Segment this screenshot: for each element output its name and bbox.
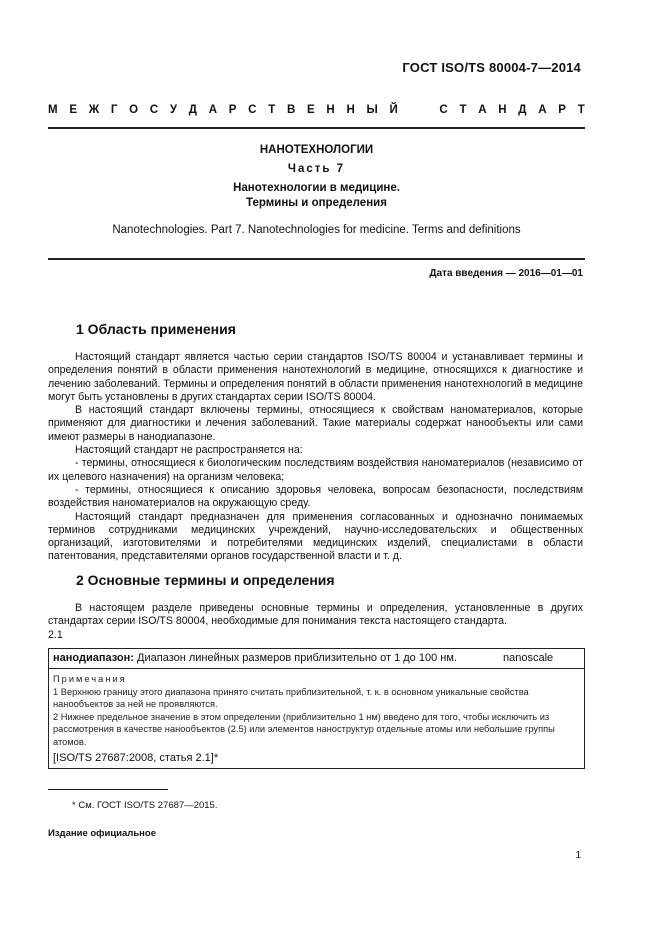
title-part: Часть 7: [287, 163, 346, 175]
page-number: 1: [575, 850, 581, 861]
banner-letter: А: [478, 104, 487, 116]
banner-letter: Д: [188, 104, 197, 116]
term-english: nanoscale: [503, 652, 554, 664]
term-name: нанодиапазон:: [53, 652, 134, 664]
banner-letter: Е: [307, 104, 315, 116]
banner-letter: Р: [228, 104, 237, 116]
banner-letter: Т: [268, 104, 276, 116]
banner-letter: В: [286, 104, 296, 116]
term-definition: Диапазон линейных размеров приблизительно от 1 до 100 нм.: [133, 652, 457, 664]
banner-letter: Г: [110, 104, 118, 116]
banner-letter: У: [169, 104, 178, 116]
term-source: [ISO/TS 27687:2008, статья 2.1]*: [53, 752, 219, 764]
paragraph: В настоящий стандарт включены термины, относящиеся к свойствам наноматериалов, которые применяют для диагностики и лечения заболеваний. Такие материалы содержат нанообъекты или сами имеют размеры в нанодиапазоне.: [48, 404, 583, 443]
middle-divider: [48, 258, 585, 260]
document-code: ГОСТ ISO/TS 80004-7—2014: [402, 60, 581, 75]
banner-letter: А: [538, 104, 547, 116]
top-divider: [48, 127, 585, 129]
title-main: НАНОТЕХНОЛОГИИ: [259, 144, 374, 156]
banner-letter: Ы: [366, 104, 378, 116]
paragraph: - термины, относящиеся к описанию здоровья человека, вопросам безопасности, последствиям воздействия наноматериалов на окружающую среду.: [48, 483, 583, 510]
term-definition-line: [53, 652, 457, 664]
title-english: Nanotechnologies. Part 7. Nanotechnologies for medicine. Terms and definitions: [112, 224, 521, 236]
banner-letter: Т: [459, 104, 467, 116]
section2-heading: 2 Основные термины и определения: [76, 572, 335, 588]
banner-letter: Д: [518, 104, 527, 116]
banner-letter: Р: [558, 104, 566, 116]
term-number: 2.1: [48, 628, 63, 641]
paragraph: В настоящем разделе приведены основные термины и определения, установленные в других стандартах серии ISO/TS 80004, необходимые для понимания текста настоящего стандарта.: [48, 602, 583, 628]
banner-letter: Е: [69, 104, 77, 116]
section1-heading: 1 Область применения: [76, 321, 236, 337]
banner-letter: М: [48, 104, 58, 116]
notes-heading: Примечания: [53, 674, 127, 684]
banner-letter: [424, 104, 427, 116]
term-row: [49, 649, 584, 669]
section2-body: [48, 602, 583, 642]
footnote: * См. ГОСТ ISO/TS 27687—2015.: [72, 800, 218, 811]
term-entry-box: [48, 648, 585, 769]
title-subtitle-line1: Нанотехнологии в медицине.: [233, 182, 400, 194]
banner-letter: Н: [346, 104, 355, 116]
banner-letter: [410, 104, 413, 116]
section1-body: [48, 351, 583, 564]
paragraph: Настоящий стандарт предназначен для применения согласованных и однозначно понимаемых терминов сотрудниками медицинских учреждений, научно-исследовательских и общественных организаций, изготовителями и потребителями медицинских изделий, специалистами в области патентования, представителями органов государственной власти и т. д.: [48, 510, 583, 563]
banner-letter: Н: [498, 104, 507, 116]
banner-letter: С: [248, 104, 257, 116]
title-subtitle-line2: Термины и определения: [246, 197, 387, 209]
footnote-divider: [48, 789, 168, 790]
banner-letter: А: [208, 104, 218, 116]
banner-letter: С: [439, 104, 448, 116]
note-2: 2 Нижнее предельное значение в этом определении (приблизительно 1 нм) введено для того, чтобы исключить из рассмотрения в качестве нанообъектов (2.5) или элементов наноструктур отдельные атомы или небольшие группы атомов.: [53, 711, 555, 747]
banner-letter: Ж: [88, 104, 100, 116]
banner-letter: Н: [326, 104, 335, 116]
date-introduced: Дата введения — 2016—01—01: [429, 268, 583, 279]
banner-letter: О: [129, 104, 139, 116]
banner-letter: С: [149, 104, 159, 116]
note-1: 1 Верхнюю границу этого диапазона принято считать приблизительной, т. к. в основном уникальные свойства нанообъектов за ней не проявляются.: [53, 686, 529, 709]
banner-letter: Й: [389, 104, 398, 116]
interstate-standard-banner: [48, 104, 585, 116]
paragraph: - термины, относящиеся к биологическим последствиям воздействия наноматериалов (независимо от их целевого назначения) на организм человека;: [48, 457, 583, 483]
paragraph: Настоящий стандарт является частью серии стандартов ISO/TS 80004 и устанавливает термины и определения понятий в области применения нанотехнологий в медицине, относящихся к диагностике и лечению заболеваний. Термины и определения понятий в области применения нанотехнологий в медицине могут быть установлены в других стандартах серии ISO/TS 80004.: [48, 351, 583, 403]
term-notes: [49, 669, 584, 748]
banner-letter: Т: [577, 104, 585, 116]
edition-label: Издание официальное: [48, 828, 156, 839]
paragraph: Настоящий стандарт не распространяется на:: [75, 444, 303, 457]
